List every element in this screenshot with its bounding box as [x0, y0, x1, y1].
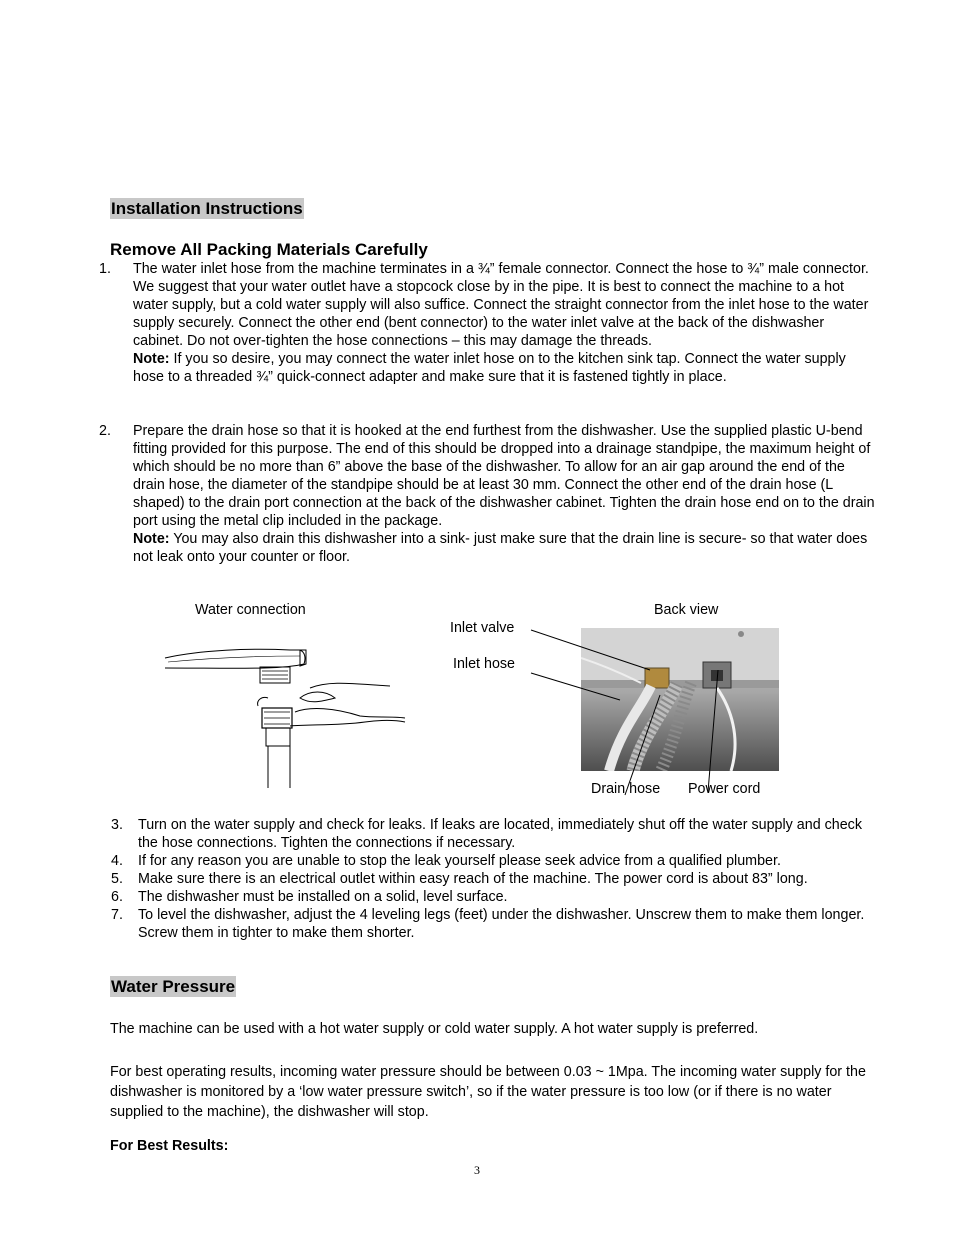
step-2-number: 2. [99, 423, 111, 439]
step-7-text: To level the dishwasher, adjust the 4 leveling legs (feet) under the dishwasher. Unscrew them to make them longer. Screw them in tighter to make them shorter. [138, 907, 865, 941]
inlet-valve-leader [531, 630, 650, 670]
step-4-text: If for any reason you are unable to stop the leak yourself please seek advice from a qualified plumber. [138, 853, 781, 869]
power-cord-leader [708, 670, 718, 792]
inlet-hose-leader [531, 673, 620, 700]
step-7-number: 7. [111, 907, 123, 923]
water-pressure-heading [110, 977, 236, 997]
step-3-number: 3. [111, 817, 123, 833]
page-number: 3 [474, 1163, 480, 1177]
step-6-text: The dishwasher must be installed on a solid, level surface. [138, 889, 508, 905]
back-view-caption: Back view [654, 602, 719, 618]
step-2-note-label: Note: [133, 531, 170, 547]
step-4-number: 4. [111, 853, 123, 869]
step-5-number: 5. [111, 871, 123, 887]
drain-hose-leader [625, 695, 660, 795]
step-6-number: 6. [111, 889, 123, 905]
step-1-body: The water inlet hose from the machine terminates in a ¾” female connector. Connect the hose to ¾” male connector. We suggest that your water outlet have a stopcock close by in the pipe. It is best to connect the machine to a hot water supply, but a cold water supply will also suffice. Connect the straight connector from the inlet hose to the water supply securely. Connect the other end (bent connector) to the water inlet valve at the back of the dishwasher cabinet. Do not over-tighten the hose connections – this may damage the threads. [133, 261, 869, 349]
best-results-heading: For Best Results: [110, 1138, 229, 1154]
step-1-note-label: Note: [133, 351, 170, 367]
step-1-number: 1. [99, 261, 111, 277]
step-2-body: Prepare the drain hose so that it is hooked at the end furthest from the dishwasher. Use the supplied plastic U-bend fitting provided for this purpose. The end of this should be dropped into a drainage standpipe, the maximum height of which should be no more than 6” above the base of the dishwasher. To allow for an air gap around the end of the drain hose, the diameter of the standpipe should be at least 30 mm. Connect the other end of the drain hose (L shaped) to the drain port connection at the back of the dishwasher cabinet. Tighten the drain hose end on to the drain port using the metal clip included in the package. [133, 423, 875, 529]
inlet-hose-label: Inlet hose [453, 656, 515, 672]
water-pressure-heading-text: Water Pressure [111, 977, 236, 996]
step-3-text: Turn on the water supply and check for leaks. If leaks are located, immediately shut off the water supply and check the hose connections. Tighten the connections if necessary. [138, 817, 862, 851]
pressure-paragraph-1: The machine can be used with a hot water supply or cold water supply. A hot water supply is preferred. [110, 1021, 759, 1037]
step-1-note-text: If you so desire, you may connect the water inlet hose on to the kitchen sink tap. Connect the water supply hose to a threaded ¾” quick-connect adapter and make sure that it is fastened tightly in place. [133, 351, 846, 385]
drain-hose-label: Drain hose [591, 781, 661, 797]
power-cord-label: Power cord [688, 781, 761, 797]
inlet-valve-label: Inlet valve [450, 620, 515, 636]
remove-packing-heading: Remove All Packing Materials Carefully [110, 240, 428, 259]
pressure-paragraph-2: For best operating results, incoming water pressure should be between 0.03 ~ 1Mpa. The incoming water supply for the dishwasher is monitored by a ‘low water pressure switch’, so if the water pressure is too low (or if there is no water supplied to the machine), the dishwasher will stop. [110, 1064, 866, 1120]
installation-heading-text: Installation Instructions [111, 199, 303, 218]
step-2-note-text: You may also drain this dishwasher into a sink- just make sure that the drain line is secure- so that water does not leak onto your counter or floor. [133, 531, 868, 565]
step-5-text: Make sure there is an electrical outlet within easy reach of the machine. The power cord is about 83” long. [138, 871, 808, 887]
water-connection-caption: Water connection [195, 602, 306, 618]
